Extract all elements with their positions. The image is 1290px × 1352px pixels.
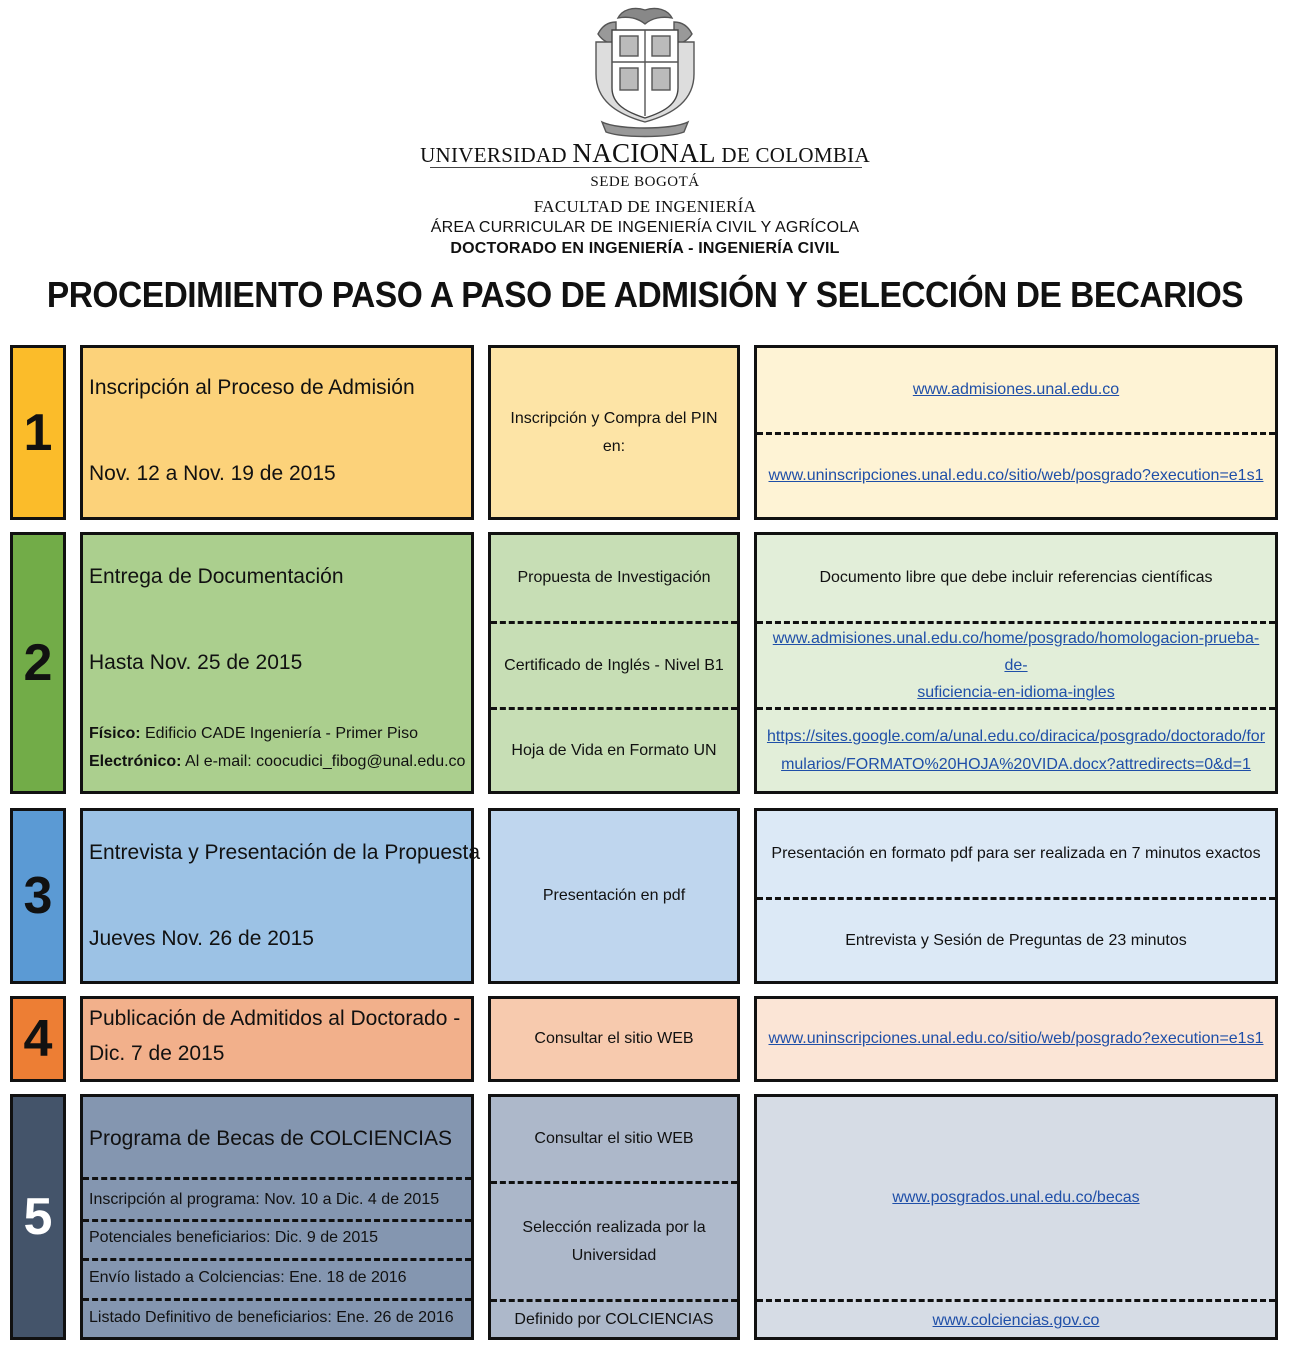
step-5-row: Potenciales beneficiarios: Dic. 9 de 2015	[89, 1229, 379, 1246]
step-5-row: Inscripción al programa: Nov. 10 a Dic. 4 de 2015	[89, 1191, 440, 1208]
step-1-main	[80, 345, 474, 520]
sede-label: SEDE BOGOTÁ	[590, 174, 700, 190]
step-4-middle	[488, 996, 740, 1082]
colciencias-defined-label: Definido por COLCIENCIAS	[514, 1310, 714, 1328]
step-1-right	[754, 345, 1278, 520]
step-4-date: Dic. 7 de 2015	[89, 1042, 225, 1065]
step-2-physical: Físico: Edificio CADE Ingeniería - Primer Piso	[89, 725, 418, 742]
step-1-number: 1	[10, 345, 66, 520]
area-label: ÁREA CURRICULAR DE INGENIERÍA CIVIL Y AGRÍCOLA	[430, 219, 860, 236]
step-2-title: Entrega de Documentación	[89, 565, 344, 588]
step-5-title: Programa de Becas de COLCIENCIAS	[89, 1127, 452, 1150]
divider	[83, 1219, 471, 1222]
university-seal-logo	[588, 4, 702, 142]
step-1-middle	[488, 345, 740, 520]
step-2-date: Hasta Nov. 25 de 2015	[89, 651, 303, 674]
step-3-right	[754, 808, 1278, 984]
step-3-number: 3	[10, 808, 66, 984]
divider	[83, 1177, 471, 1180]
step-2-middle	[488, 532, 740, 794]
step-4-main	[80, 996, 474, 1082]
step-3-middle	[488, 808, 740, 984]
uninscripciones-link[interactable]: www.uninscripciones.unal.edu.co/sitio/web/posgrado?execution=e1s1	[768, 467, 1264, 485]
posgrados-becas-link[interactable]: www.posgrados.unal.edu.co/becas	[892, 1189, 1140, 1207]
page-title: PROCEDIMIENTO PASO A PASO DE ADMISIÓN Y SELECCIÓN DE BECARIOS	[46, 274, 1244, 315]
step-4-number: 4	[10, 996, 66, 1082]
step-2-number: 2	[10, 532, 66, 794]
step-5-right	[754, 1094, 1278, 1340]
step-1-middle-text: Inscripción y Compra del PIN en:	[510, 410, 718, 455]
step-5-middle	[488, 1094, 740, 1340]
step-2-electronic: Electrónico: Al e-mail: coocudici_fibog@unal.edu.co	[89, 753, 466, 770]
consult-website-label: Consultar el sitio WEB	[534, 1130, 694, 1148]
english-certificate-label: Certificado de Inglés - Nivel B1	[504, 656, 724, 674]
presentation-description: Presentación en formato pdf para ser realizada en 7 minutos exactos	[771, 845, 1261, 863]
university-selection-label: Selección realizada por la Universidad	[522, 1219, 706, 1264]
step-4-right	[754, 996, 1278, 1082]
divider	[83, 1258, 471, 1261]
step-5-row: Envío listado a Colciencias: Ene. 18 de 2016	[89, 1269, 407, 1286]
divider	[83, 1298, 471, 1301]
university-name: UNIVERSIDAD NACIONAL DE COLOMBIA	[420, 138, 870, 168]
cv-format-link[interactable]: https://sites.google.com/a/unal.edu.co/diracica/posgrado/doctorado/for mularios/FORMATO%20HOJA%20VIDA.docx?attredirects=0&d=1	[766, 728, 1266, 773]
step-3-main	[80, 808, 481, 984]
admitted-list-link[interactable]: www.uninscripciones.unal.edu.co/sitio/web/posgrado?execution=e1s1	[768, 1030, 1264, 1048]
step-2-right	[754, 532, 1278, 794]
colciencias-link[interactable]: www.colciencias.gov.co	[932, 1311, 1100, 1329]
step-2-main	[80, 532, 474, 794]
doctorate-label: DOCTORADO EN INGENIERÍA - INGENIERÍA CIVIL	[450, 240, 840, 257]
english-homologation-link[interactable]: www.admisiones.unal.edu.co/home/posgrado/homologacion-prueba-de- suficiencia-en-idioma-ingles	[772, 629, 1260, 702]
header-divider	[430, 167, 862, 168]
interview-description: Entrevista y Sesión de Preguntas de 23 minutos	[845, 931, 1187, 949]
step-3-middle-text: Presentación en pdf	[542, 887, 686, 905]
step-1-date: Nov. 12 a Nov. 19 de 2015	[89, 462, 336, 485]
cv-format-label: Hoja de Vida en Formato UN	[511, 741, 717, 759]
faculty-label: FACULTAD DE INGENIERÍA	[533, 197, 757, 216]
step-3-date: Jueves Nov. 26 de 2015	[89, 927, 314, 950]
step-5-main	[80, 1094, 474, 1340]
admisiones-link[interactable]: www.admisiones.unal.edu.co	[912, 381, 1120, 399]
step-4-title: Publicación de Admitidos al Doctorado -	[89, 1007, 461, 1030]
step-4-middle-text: Consultar el sitio WEB	[534, 1030, 694, 1048]
step-5-number: 5	[10, 1094, 66, 1340]
proposal-description: Documento libre que debe incluir referencias científicas	[819, 569, 1213, 587]
step-1-title: Inscripción al Proceso de Admisión	[89, 376, 415, 399]
step-5-row: Listado Definitivo de beneficiarios: Ene. 26 de 2016	[89, 1309, 454, 1326]
step-3-title: Entrevista y Presentación de la Propuesta	[89, 841, 481, 864]
research-proposal-label: Propuesta de Investigación	[517, 569, 711, 587]
